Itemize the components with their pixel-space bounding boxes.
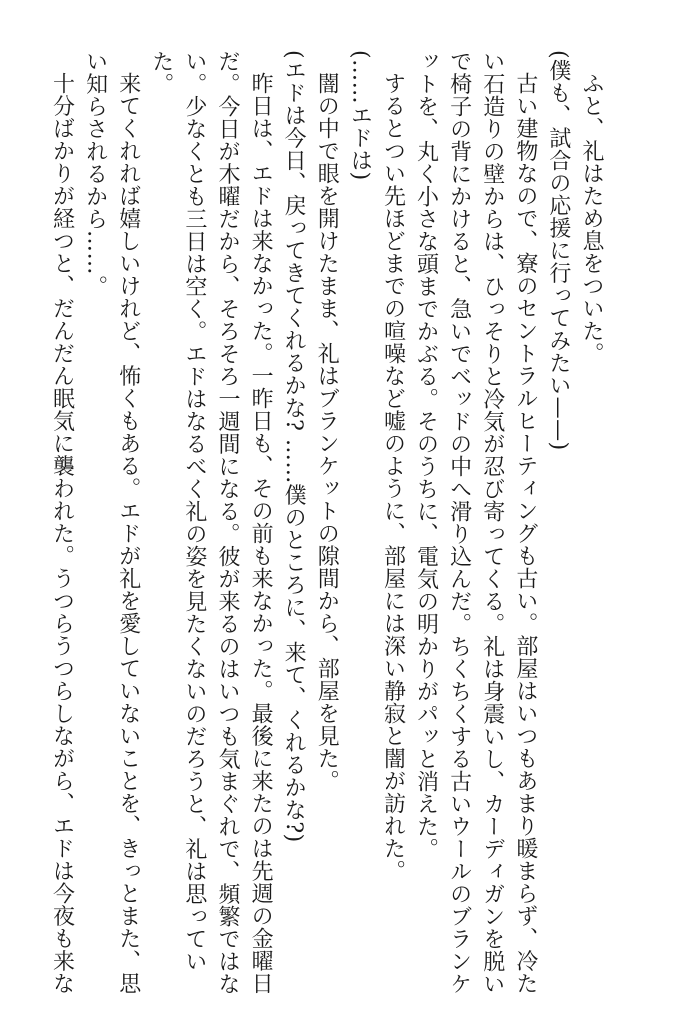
text-line: い石造りの壁からは、ひっそりと冷気が忍び寄ってくる。礼は身震いし、カーディガンを脱い bbox=[479, 50, 505, 995]
text-line: だ。今日が木曜だから、そろそろ一週間になる。彼が来るのはいつも気まぐれで、頻繁ではな bbox=[214, 50, 240, 995]
text-line: た。 bbox=[148, 50, 174, 95]
text-line: 昨日は、エドは来なかった。一昨日も、その前も来なかった。最後に来たのは先週の金曜日 bbox=[248, 72, 274, 995]
vertical-text-body bbox=[45, 50, 608, 995]
text-line: (……エドは) bbox=[347, 50, 373, 181]
text-line: 古い建物なので、寮のセントラルヒーティングも古い。部屋はいつもあまり暖まらず、冷た bbox=[512, 72, 538, 995]
text-line: (エドは今日、戻ってきてくれるかな? ……僕のところに、来て、くれるかな?) bbox=[281, 50, 307, 843]
text-line: するとつい先ほどまでの喧噪など嘘のように、部屋には深い静寂と闇が訪れた。 bbox=[380, 72, 406, 882]
text-line: で椅子の背にかけると、急いでベッドの中へ滑り込んだ。ちくちくする古いウールのブランケ bbox=[446, 50, 472, 995]
text-line: 十分ばかりが経つと、だんだん眠気に襲われた。うつらうつらしながら、エドは今夜も来な bbox=[49, 72, 75, 995]
text-line: ットを、丸く小さな頭までかぶる。そのうちに、電気の明かりがパッと消えた。 bbox=[413, 50, 439, 860]
text-line: い知らされるから……。 bbox=[82, 50, 108, 298]
text-line: 来てくれれば嬉しいけれど、怖くもある。エドが礼を愛していないことを、きっとまた、思 bbox=[115, 72, 141, 995]
text-line: (僕も、試合の応援に行ってみたい——) bbox=[545, 50, 571, 451]
text-line: 闇の中で眼を開けたまま、礼はブランケットの隙間から、部屋を見た。 bbox=[314, 72, 340, 792]
text-line: ふと、礼はため息をついた。 bbox=[579, 72, 604, 365]
text-line: い。少なくとも三日は空く。エドはなるべく礼の姿を見たくないのだろうと、礼は思ってい bbox=[181, 50, 207, 973]
